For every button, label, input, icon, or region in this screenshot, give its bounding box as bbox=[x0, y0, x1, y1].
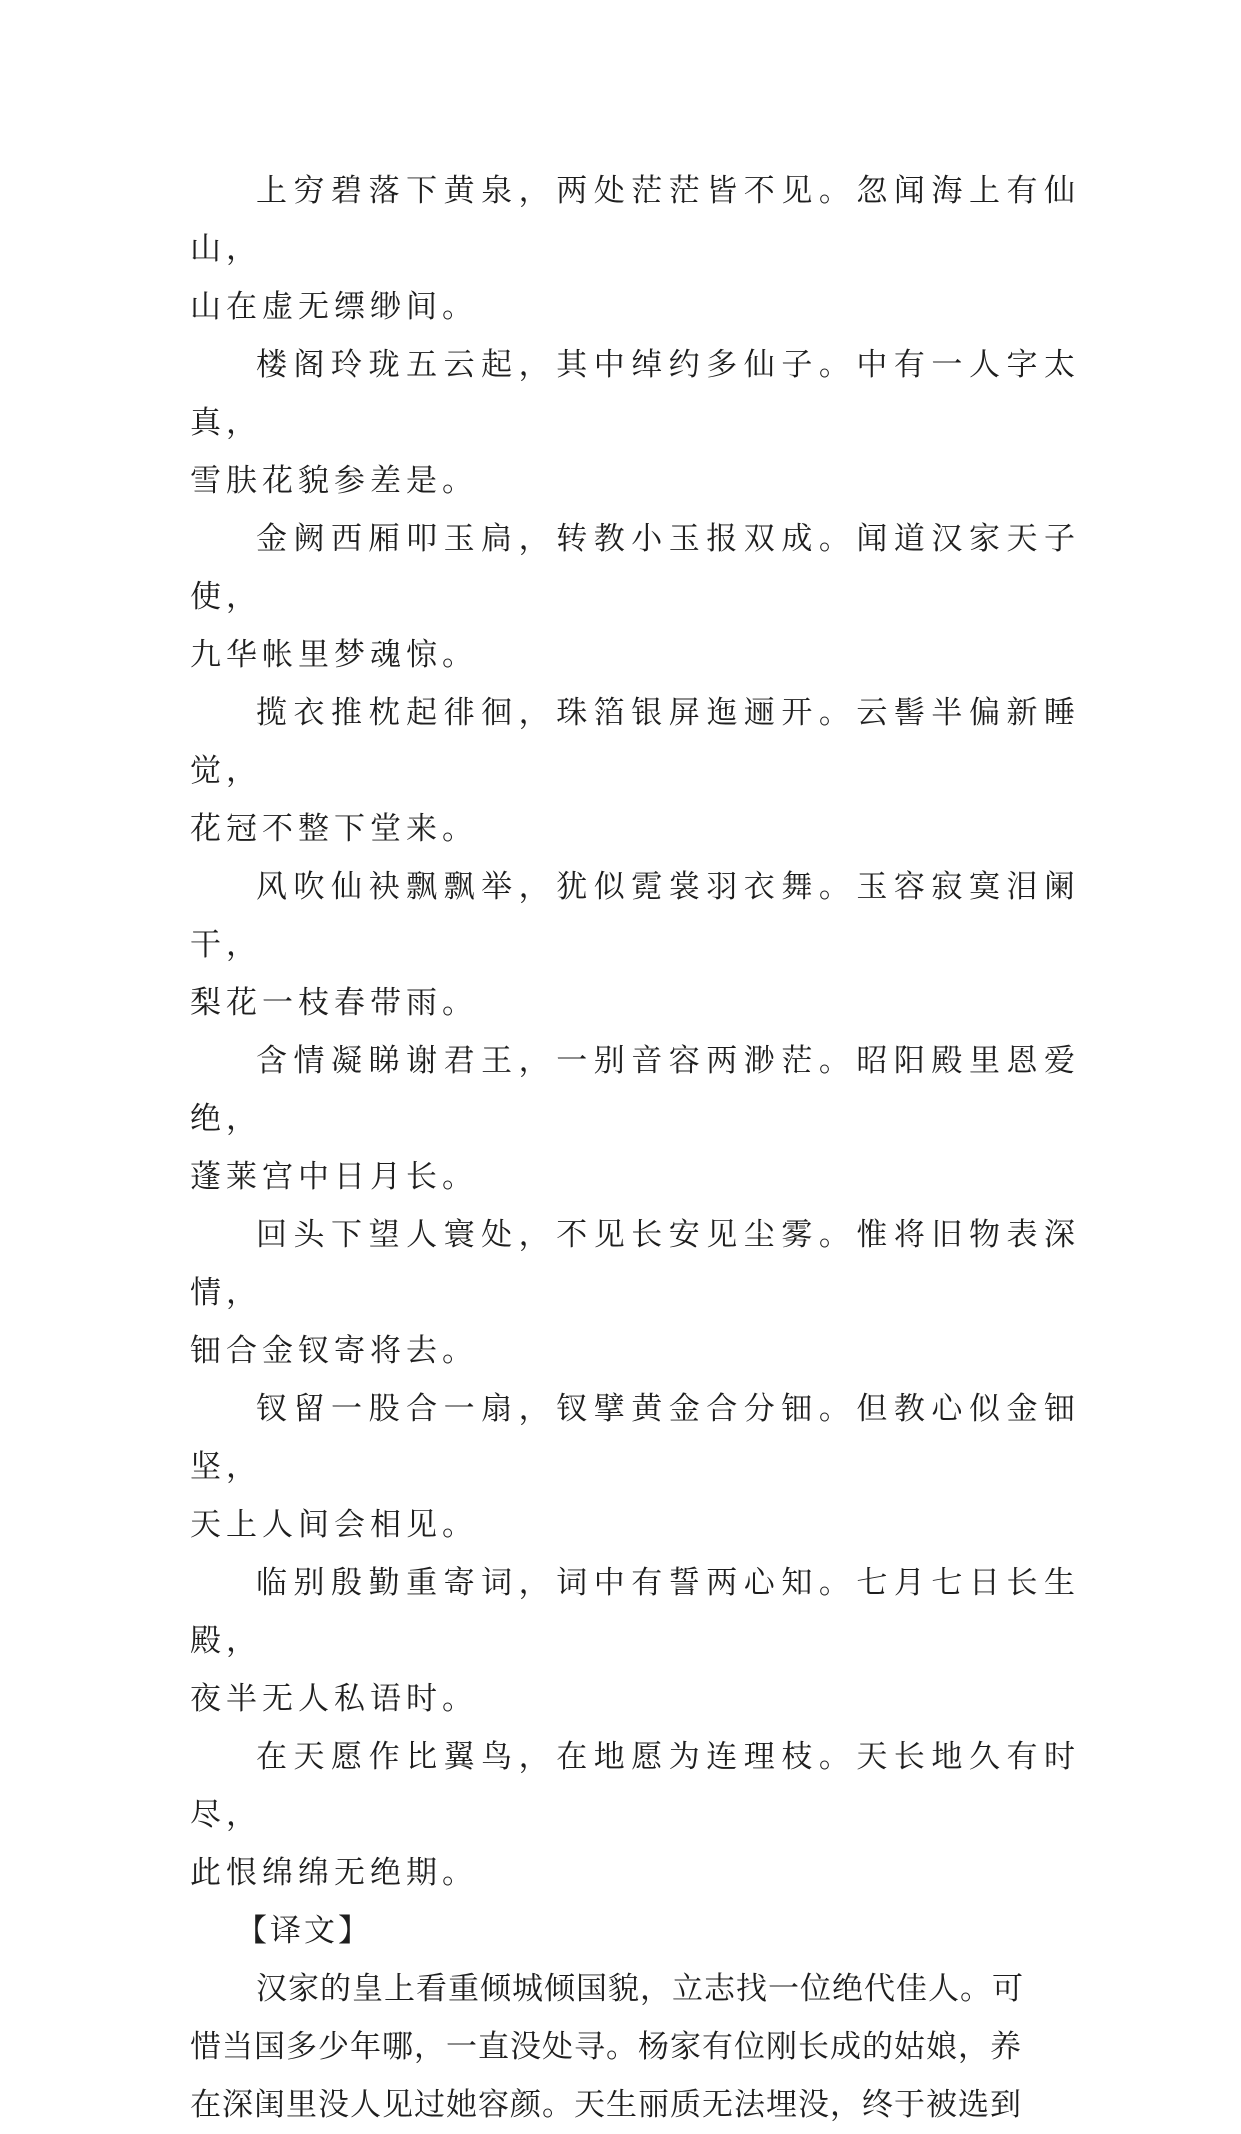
poem-stanza-3: 金阙西厢叩玉扃，转教小玉报双成。闻道汉家天子使， 九华帐里梦魂惊。 bbox=[190, 521, 1080, 673]
poem-stanza-10: 在天愿作比翼鸟，在地愿为连理枝。天长地久有时尽， 此恨绵绵无绝期。 bbox=[190, 1739, 1080, 1891]
poem-stanza-4: 揽衣推枕起徘徊，珠箔银屏迤逦开。云髻半偏新睡觉， 花冠不整下堂来。 bbox=[190, 695, 1080, 847]
poem-stanza-6: 含情凝睇谢君王，一别音容两渺茫。昭阳殿里恩爱绝， 蓬莱宫中日月长。 bbox=[190, 1043, 1080, 1195]
poem-stanza-9: 临别殷勤重寄词，词中有誓两心知。七月七日长生殿， 夜半无人私语时。 bbox=[190, 1565, 1080, 1717]
translation-paragraph: 汉家的皇上看重倾城倾国貌，立志找一位绝代佳人。可 惜当国多少年哪，一直没处寻。杨家有位刚长成的姑娘，养 在深闺里没人见过她容颜。天生丽质无法埋没，终于被选到 bbox=[190, 1971, 1024, 2123]
poem-stanza-2: 楼阁玲珑五云起，其中绰约多仙子。中有一人字太真， 雪肤花貌参差是。 bbox=[190, 347, 1080, 499]
poem-stanza-1: 上穷碧落下黄泉，两处茫茫皆不见。忽闻海上有仙山， 山在虚无缥缈间。 bbox=[190, 173, 1080, 325]
poem-stanza-7: 回头下望人寰处，不见长安见尘雾。惟将旧物表深情， 钿合金钗寄将去。 bbox=[190, 1217, 1080, 1369]
poem-stanza-8: 钗留一股合一扇，钗擘黄金合分钿。但教心似金钿坚， 天上人间会相见。 bbox=[190, 1391, 1080, 1543]
translation-heading: 【译文】 bbox=[236, 1913, 372, 1949]
document-body bbox=[190, 162, 1080, 2134]
poem-stanza-5: 风吹仙袂飘飘举，犹似霓裳羽衣舞。玉容寂寞泪阑干， 梨花一枝春带雨。 bbox=[190, 869, 1080, 1021]
